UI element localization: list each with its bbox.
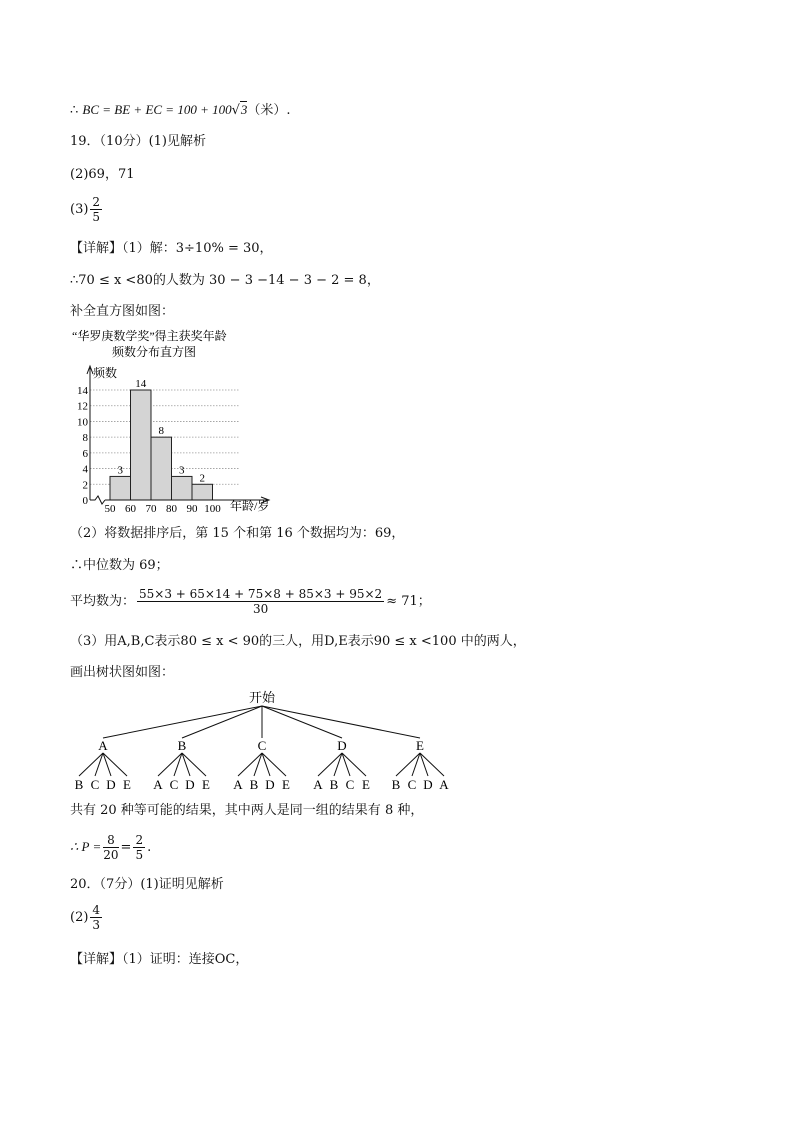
tree-level2-node: E — [123, 777, 131, 792]
tree-level2-node: D — [106, 777, 116, 792]
tree-level2-node: D — [265, 777, 275, 792]
x-tick-label: 70 — [145, 503, 157, 515]
median-line-1: （2）将数据排序后，第 15 个和第 16 个数据均为：69， — [70, 526, 405, 541]
sqrt-symbol: √ — [231, 103, 240, 118]
tree-level2-node: A — [439, 777, 449, 792]
fraction-2-5 — [90, 195, 102, 224]
mean-fraction — [137, 587, 384, 616]
tree-level2-node: E — [282, 777, 290, 792]
tree-level2-node: D — [423, 777, 433, 792]
x-tick-label: 80 — [166, 503, 177, 515]
tree-level2-node: E — [362, 777, 370, 792]
prob-den-1: 20 — [103, 848, 119, 862]
tree-level2-node: B — [74, 777, 84, 792]
tree-level2-node: C — [407, 777, 417, 792]
fraction-denominator: 5 — [92, 210, 101, 224]
chart-bars — [110, 390, 213, 500]
tree-level2-node: A — [233, 777, 243, 792]
prob-label: ∴ P = — [70, 839, 102, 854]
tree-level1-node: E — [416, 738, 424, 753]
q20-answer-2-label: (2) — [70, 910, 89, 925]
y-tick-label: 6 — [82, 447, 88, 460]
tree-level2-node: D — [185, 777, 195, 792]
detail-20-line: 【详解】（1）证明：连接OC， — [70, 952, 249, 967]
q20-header: 20．（7分）(1)证明见解析 — [70, 877, 224, 892]
prob-den-2: 5 — [135, 848, 144, 862]
histogram-bar — [192, 484, 213, 500]
bar-value-label: 3 — [179, 464, 185, 477]
mean-result: ≈ 71； — [386, 594, 431, 609]
tree-level2-node: A — [153, 777, 163, 792]
unit-text: （米）. — [247, 103, 291, 118]
tree-level2-node: B — [329, 777, 339, 792]
x-axis-label: 年龄/岁 — [230, 499, 270, 513]
bar-value-label: 14 — [135, 378, 147, 390]
x-ticks — [105, 503, 222, 515]
tree-level2-node: C — [345, 777, 355, 792]
prob-fraction-2 — [133, 833, 145, 862]
y-tick-label: 14 — [77, 385, 88, 397]
y-tick-label: 0 — [82, 495, 88, 507]
prob-equals: = — [120, 840, 132, 855]
bar-value-label: 3 — [117, 464, 123, 477]
therefore-symbol: ∴ — [70, 103, 83, 118]
mean-label: 平均数为： — [70, 594, 136, 609]
prob-fraction-1 — [103, 833, 118, 862]
conclusion-line — [70, 101, 291, 120]
x-tick-label: 50 — [104, 503, 116, 515]
x-axis-break — [90, 496, 105, 504]
tree-level1-node: D — [337, 738, 347, 753]
y-tick-label: 10 — [77, 416, 88, 429]
q19-header: 19．（10分）(1)见解析 — [70, 134, 206, 149]
tree-root: 开始 — [248, 690, 276, 705]
tree-branch — [103, 706, 262, 738]
q19-answer-2: (2)69，71 — [70, 167, 135, 182]
tree-branch — [182, 706, 262, 738]
tree-branch — [262, 706, 342, 738]
tree-level1-node: C — [257, 738, 267, 753]
q19-answer-3 — [70, 195, 104, 225]
prob-num-2: 2 — [135, 833, 144, 847]
histogram-bar — [151, 437, 172, 500]
prob-num-1: 8 — [103, 833, 118, 848]
mean-numerator: 55×3 + 65×14 + 75×8 + 85×3 + 95×2 — [139, 587, 383, 601]
y-axis-label: 频数 — [93, 366, 118, 380]
chart-subtitle: 频数分布直方图 — [112, 345, 197, 359]
bar-value-label: 2 — [199, 472, 205, 485]
complete-histogram-text: 补全直方图如图： — [70, 304, 175, 319]
prob-end: . — [147, 840, 152, 855]
tree-level1-node: B — [177, 738, 187, 753]
chart-title: “华罗庚数学奖”得主获奖年龄 — [72, 329, 227, 343]
tree-level2-node: B — [249, 777, 259, 792]
fraction-4-3 — [90, 903, 102, 932]
tree-level2-node: A — [313, 777, 323, 792]
probability-line — [70, 830, 151, 865]
q20-answer-2 — [70, 902, 104, 934]
histogram-bar — [110, 476, 131, 500]
tree-level2-node: B — [391, 777, 401, 792]
y-tick-label: 2 — [82, 479, 88, 492]
histogram-chart — [62, 328, 282, 518]
tree-level2-node: C — [90, 777, 100, 792]
y-tick-label: 4 — [82, 463, 88, 476]
tree-level2-node: E — [202, 777, 210, 792]
histogram-bar — [131, 390, 152, 500]
answer-3-label: (3) — [70, 202, 89, 217]
tree-nodes — [75, 690, 450, 792]
detail-line-2: ∴70 ≤ x <80的人数为 30 − 3 −14 − 3 − 2 = 8， — [70, 273, 380, 288]
bc-equation: BC = BE + EC = 100 + 100 — [82, 102, 232, 117]
fraction-4-3-num: 4 — [92, 903, 101, 917]
x-tick-label: 100 — [204, 503, 221, 515]
fraction-4-3-den: 3 — [92, 918, 101, 932]
y-tick-label: 12 — [77, 400, 88, 413]
tree-intro-text: 画出树状图如图： — [70, 665, 175, 680]
detail-3-line: （3）用A,B,C表示80 ≤ x < 90的三人，用D,E表示90 ≤ x <100 中的两人， — [70, 634, 526, 649]
y-tick-label: 8 — [82, 432, 88, 445]
sqrt-radicand: 3 — [240, 102, 248, 117]
bar-value-label: 8 — [158, 425, 164, 438]
histogram-bar — [172, 476, 193, 500]
tree-level2-node: C — [169, 777, 179, 792]
tree-level1-node: A — [98, 738, 108, 753]
median-line-2: ∴中位数为 69； — [70, 558, 169, 573]
x-tick-label: 60 — [125, 503, 136, 515]
result-count-line: 共有 20 种等可能的结果，其中两人是同一组的结果有 8 种， — [70, 803, 424, 818]
mean-line — [70, 585, 431, 619]
detail-line-1: 【详解】（1）解：3÷10% = 30， — [70, 241, 273, 256]
x-tick-label: 90 — [186, 503, 198, 515]
fraction-numerator: 2 — [92, 195, 101, 209]
y-ticks — [77, 385, 89, 507]
tree-diagram — [66, 688, 486, 796]
tree-branch — [262, 706, 420, 738]
mean-denominator: 30 — [252, 602, 269, 616]
